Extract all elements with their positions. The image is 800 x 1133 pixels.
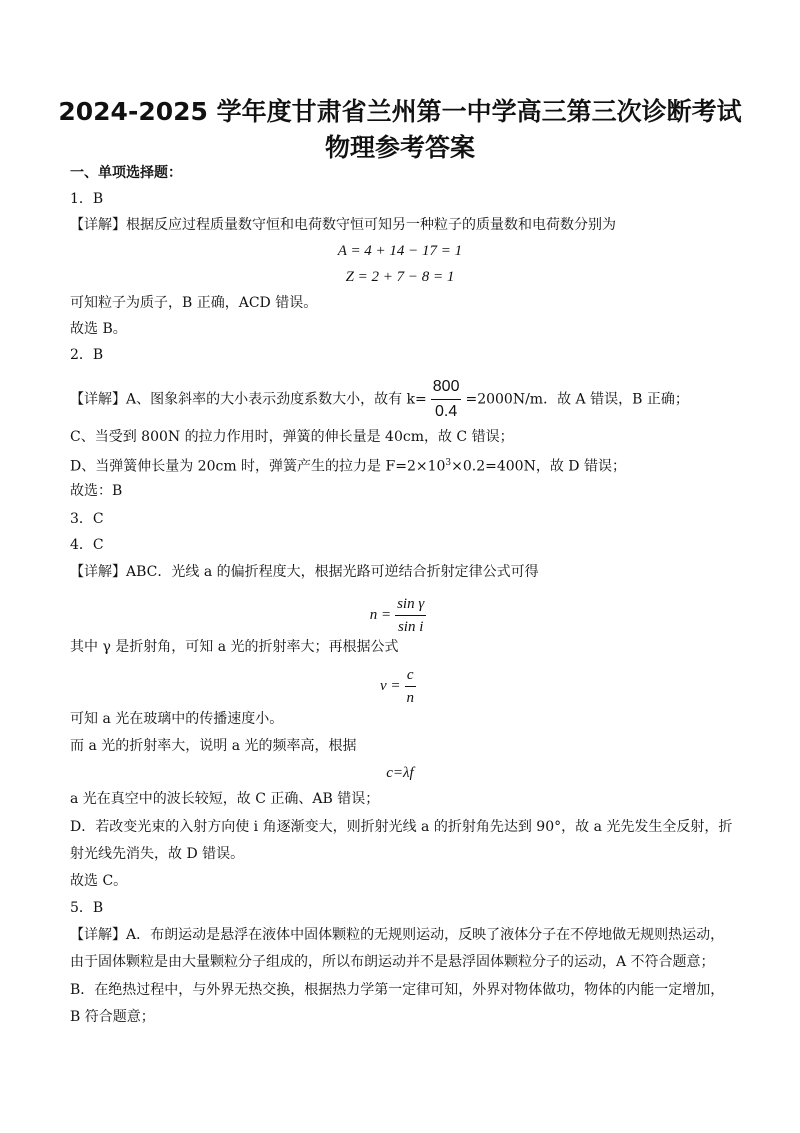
q4-eq-n-denominator: sin i xyxy=(397,619,424,635)
q5-b-line-1: B．在绝热过程中，与外界无热交换，根据热力学第一定律可知，外界对物体做功，物体的内能一定增加， xyxy=(70,982,725,998)
q2-detail-prefix: 【详解】A、图象斜率的大小表示劲度系数大小，故有 k= xyxy=(70,391,427,408)
q3-answer: 3．C xyxy=(70,511,104,527)
q2-slope-fraction xyxy=(431,376,462,423)
q5-a-line-1: 【详解】A．布朗运动是悬浮在液体中固体颗粒的无规则运动，反映了液体分子在不停地做无规则热运动， xyxy=(70,927,725,943)
q4-eq-v-lhs: v = xyxy=(379,677,401,694)
q1-equation-a: A = 4 + 14 − 17 = 1 xyxy=(337,243,463,259)
q1-conclusion: 可知粒子为质子，B 正确，ACD 错误。 xyxy=(70,295,318,311)
q4-equation-n xyxy=(0,594,800,637)
q2-d-line-b: ×0.2=400N，故 D 错误； xyxy=(451,458,626,475)
q4-gamma-line: 其中 γ 是折射角，可知 a 光的折射率大；再根据公式 xyxy=(70,639,399,655)
q4-eq-v-fraction xyxy=(405,665,417,708)
q5-b-line-2: B 符合题意； xyxy=(70,1009,155,1025)
q2-d-line-a: D、当弹簧伸长量为 20cm 时，弹簧产生的拉力是 F=2×10 xyxy=(70,458,446,475)
q4-detail: 【详解】ABC．光线 a 的偏折程度大，根据光路可逆结合折射定律公式可得 xyxy=(70,564,539,580)
document-title: 2024-2025 学年度甘肃省兰州第一中学高三第三次诊断考试 xyxy=(58,97,742,126)
section-heading: 一、单项选择题： xyxy=(70,165,182,181)
q1-equation-z: Z = 2 + 7 − 8 = 1 xyxy=(345,269,455,285)
q4-speed-line: 可知 a 光在玻璃中的传播速度小。 xyxy=(70,711,284,727)
q2-frac-numerator: 800 xyxy=(431,376,462,400)
q4-eq-v-numerator: c xyxy=(405,665,417,687)
q4-equation-v xyxy=(0,665,800,708)
q2-answer: 2．B xyxy=(70,347,104,363)
q2-c-line: C、当受到 800N 的拉力作用时，弹簧的伸长量是 40cm，故 C 错误； xyxy=(70,429,514,445)
q1-detail: 【详解】根据反应过程质量数守恒和电荷数守恒可知另一种粒子的质量数和电荷数分别为 xyxy=(70,217,616,233)
q4-eq-v-denominator: n xyxy=(406,690,415,706)
q5-answer: 5．B xyxy=(70,900,104,916)
q4-wavelength-line: a 光在真空中的波长较短，故 C 正确、AB 错误； xyxy=(70,791,380,807)
q2-choose: 故选：B xyxy=(70,483,123,499)
q4-equation-c: c=λf xyxy=(386,765,414,781)
q2-detail xyxy=(70,376,740,423)
q2-d-line-sup: 3 xyxy=(445,458,452,468)
q4-eq-n-fraction xyxy=(395,594,426,637)
q4-eq-n-lhs: n = xyxy=(369,606,392,623)
document-subtitle: 物理参考答案 xyxy=(324,133,475,162)
q4-eq-n-numerator: sin γ xyxy=(395,594,426,616)
q2-d-line xyxy=(70,454,740,476)
q4-d-line-1: D．若改变光束的入射方向使 i 角逐渐变大，则折射光线 a 的折射角先达到 90°，故 a 光先发生全反射，折 xyxy=(70,819,733,835)
q2-detail-suffix: =2000N/m．故 A 错误，B 正确； xyxy=(465,391,689,408)
q4-frequency-line: 而 a 光的折射率大，说明 a 光的频率高，根据 xyxy=(70,738,357,754)
q4-choose: 故选 C。 xyxy=(70,873,128,889)
q2-frac-denominator: 0.4 xyxy=(435,403,458,420)
q1-answer: 1．B xyxy=(70,191,104,207)
q5-a-line-2: 由于固体颗粒是由大量颗粒分子组成的，所以布朗运动并不是悬浮固体颗粒分子的运动，A 不符合题意； xyxy=(70,954,715,970)
q4-d-line-2: 射光线先消失，故 D 错误。 xyxy=(70,846,245,862)
q1-choose: 故选 B。 xyxy=(70,321,127,337)
q4-answer: 4．C xyxy=(70,537,104,553)
